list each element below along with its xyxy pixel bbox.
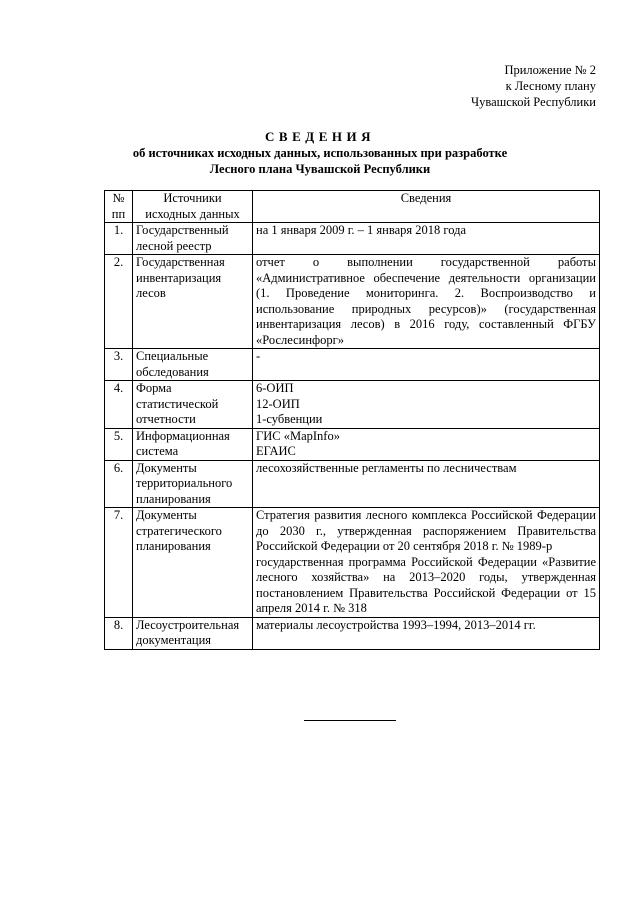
- row-source-line: лесов: [136, 286, 166, 300]
- document-title: СВЕДЕНИЯ: [265, 129, 375, 144]
- subtitle-line: Лесного плана Чувашской Республики: [209, 162, 431, 176]
- row-source: [133, 428, 253, 460]
- row-info-line: -: [256, 349, 261, 363]
- row-num: 5.: [105, 428, 133, 460]
- row-source-line: Специальные обследования: [136, 349, 209, 379]
- table-row: [105, 381, 600, 429]
- header-num-line: №: [112, 191, 125, 205]
- header-num-line: пп: [111, 206, 126, 221]
- appendix-line: Приложение № 2: [504, 63, 596, 77]
- sources-table: [104, 190, 600, 650]
- row-source: [133, 349, 253, 381]
- table-row: [105, 617, 600, 649]
- table-row: [105, 255, 600, 349]
- table-row: [105, 460, 600, 508]
- row-info-line: ГИС «MapInfo»: [256, 428, 340, 443]
- row-info-line: 12-ОИП: [256, 396, 300, 411]
- row-source-line: Государственный: [136, 223, 229, 237]
- closing-rule: [304, 720, 396, 721]
- header-info: Сведения: [253, 191, 600, 223]
- row-num: 8.: [105, 617, 133, 649]
- row-source: [133, 617, 253, 649]
- header-num: [105, 191, 133, 223]
- row-info: [253, 255, 600, 349]
- row-info: [253, 508, 600, 618]
- table-row: [105, 349, 600, 381]
- row-num: 1.: [105, 223, 133, 255]
- table-header-row: [105, 191, 600, 223]
- row-info: [253, 381, 600, 429]
- row-source: [133, 223, 253, 255]
- appendix-note: [471, 62, 596, 110]
- row-info-line: лесохозяйственные регламенты по лесничествам: [256, 460, 517, 475]
- row-source-line: система: [136, 444, 179, 458]
- row-num: 6.: [105, 460, 133, 508]
- row-info-line: Стратегия развития лесного комплекса Российской Федерации до 2030 г., утвержденная распоряжением Правительства Российской Федерации от 20 сентября 2018 г. № 1989-р: [256, 508, 596, 553]
- row-num: 7.: [105, 508, 133, 618]
- row-source-line: инвентаризация: [136, 270, 222, 285]
- table-row: [105, 428, 600, 460]
- row-info: [253, 223, 600, 255]
- row-source: [133, 460, 253, 508]
- row-source: [133, 508, 253, 618]
- table-row: [105, 223, 600, 255]
- row-info-line: на 1 января 2009 г. – 1 января 2018 года: [256, 223, 467, 237]
- row-num: 2.: [105, 255, 133, 349]
- appendix-line: к Лесному плану: [505, 79, 596, 93]
- row-info-line: 1-субвенции: [256, 412, 323, 426]
- row-source-line: Лесоустроительная документация: [136, 617, 240, 647]
- row-info-line: отчет о выполнении государственной работы «Административное обеспечение деятельности организации (1. Проведение мониторинга. 2. Воспроизводство и использование природных ресурсов)» (государственная инвентаризация лесов) в 2016 году, составленный ФГБУ «Рослесинфорг»: [256, 255, 596, 347]
- row-source: [133, 255, 253, 349]
- row-source-line: Форма статистической отчетности: [136, 381, 219, 426]
- row-source-line: лесной реестр: [136, 238, 212, 253]
- row-info-line: ЕГАИС: [256, 444, 296, 458]
- row-info: [253, 428, 600, 460]
- row-num: 3.: [105, 349, 133, 381]
- header-source: [133, 191, 253, 223]
- header-source-line: исходных данных: [145, 206, 240, 221]
- subtitle-line: об источниках исходных данных, использованных при разработке: [132, 146, 508, 160]
- row-info: [253, 349, 600, 381]
- row-info-line: материалы лесоустройства 1993–1994, 2013–2014 гг.: [256, 617, 536, 632]
- table-row: [105, 508, 600, 618]
- header-source-line: Источники: [163, 191, 222, 205]
- row-source-line: Документы стратегического планирования: [136, 508, 222, 553]
- row-num: 4.: [105, 381, 133, 429]
- row-source-line: Документы территориального планирования: [136, 460, 233, 506]
- row-source-line: Государственная: [136, 255, 225, 269]
- row-info: [253, 460, 600, 508]
- row-info: [253, 617, 600, 649]
- row-source: [133, 381, 253, 429]
- row-info-line: 6-ОИП: [256, 381, 294, 395]
- document-subtitle: [0, 145, 640, 177]
- appendix-line: Чувашской Республики: [470, 95, 596, 109]
- row-source-line: Информационная: [136, 428, 230, 443]
- row-info-line: государственная программа Российской Федерации «Развитие лесного хозяйства» на 2013–2020 годы, утвержденная постановлением Правительства Российской Федерации от 15 апреля 2014 г. № 318: [256, 554, 596, 615]
